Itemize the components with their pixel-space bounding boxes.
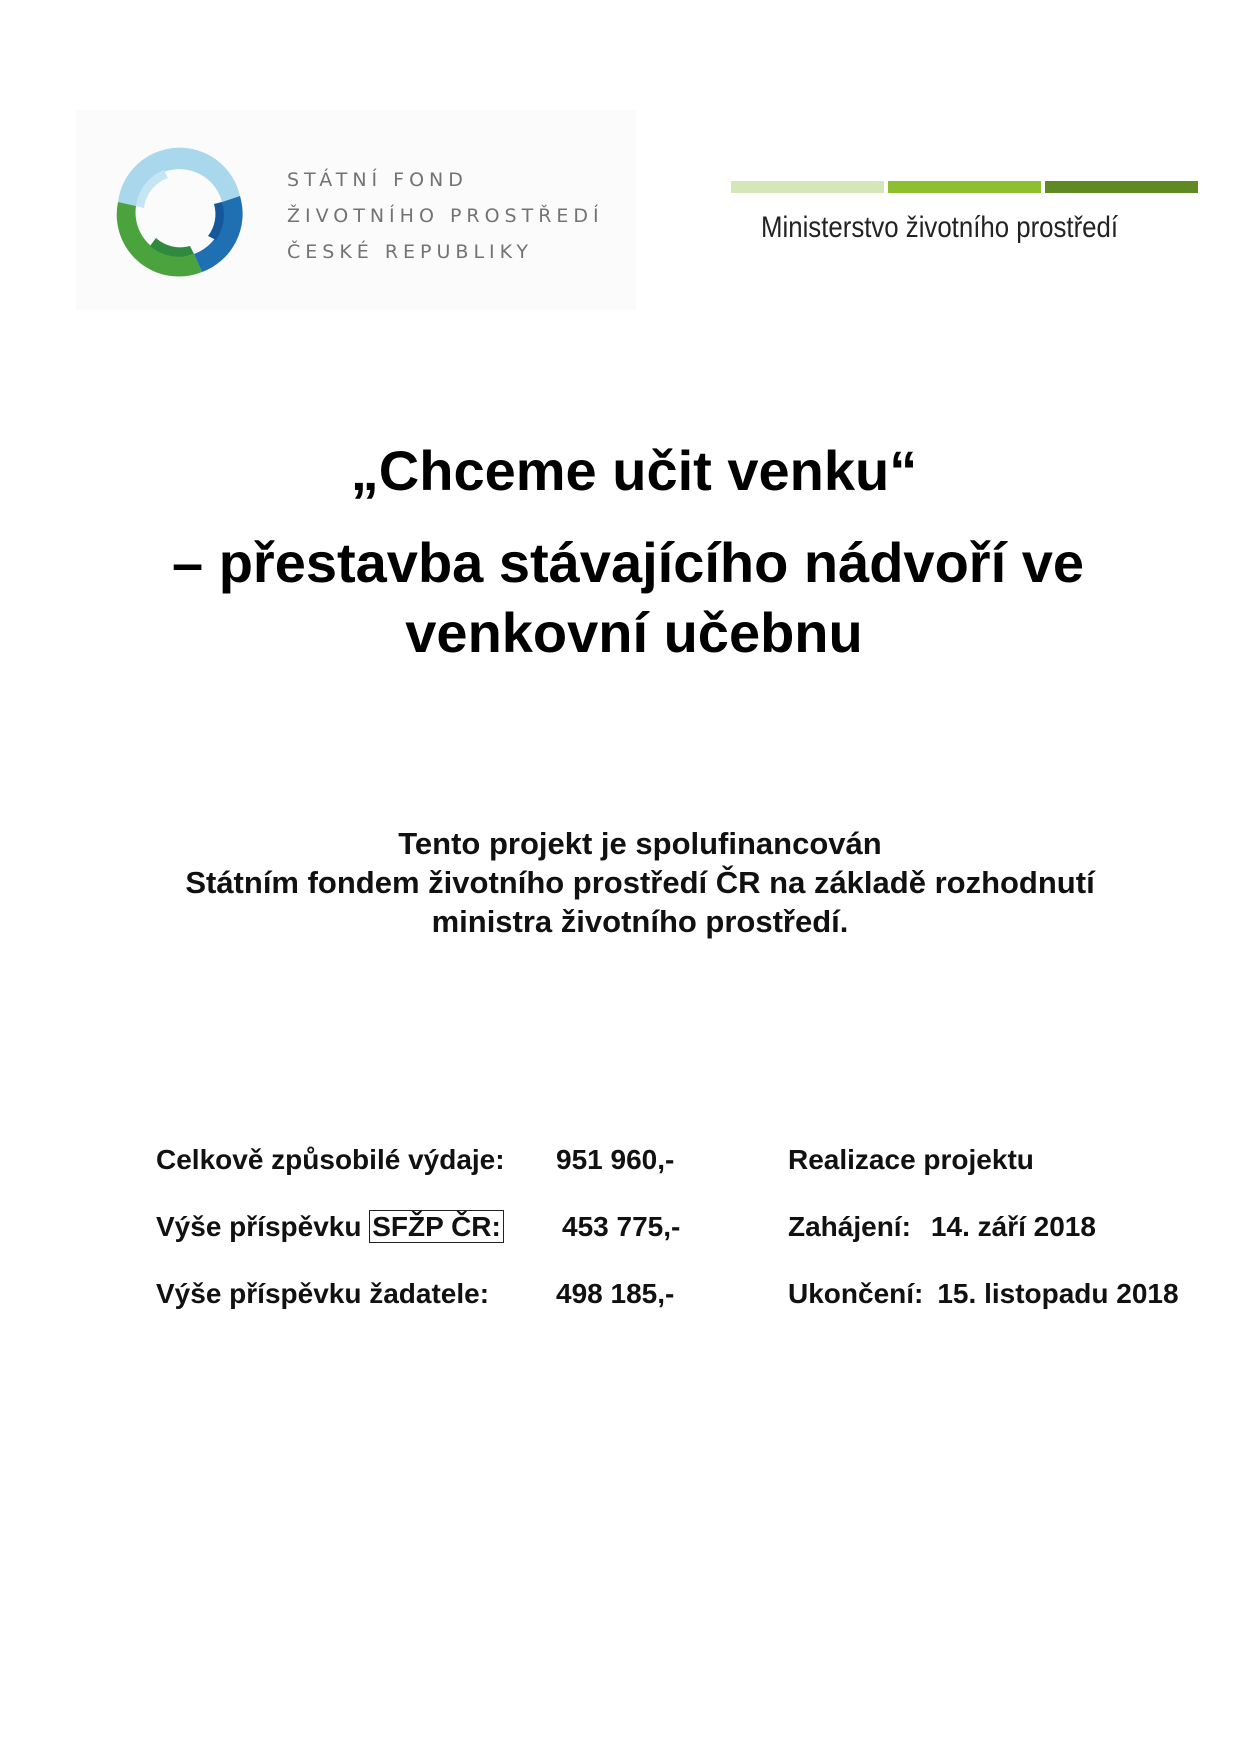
- funding-line-1: Tento projekt je spolufinancován: [398, 826, 882, 861]
- sfzp-logo: [76, 110, 636, 310]
- ministry-bar-light: [731, 181, 884, 193]
- ministry-bar-dark: [1045, 181, 1198, 193]
- sfzp-contribution-value: [556, 1211, 680, 1243]
- realization-end: [788, 1278, 1179, 1310]
- applicant-contribution-label: Výše příspěvku žadatele:: [156, 1278, 490, 1309]
- applicant-contribution-value: 498 185,-: [556, 1278, 675, 1309]
- sfzp-contribution-label-prefix: Výše příspěvku: [156, 1211, 370, 1242]
- end-label: Ukončení:: [788, 1278, 924, 1309]
- end-date: 15. listopadu 2018: [937, 1278, 1179, 1309]
- realization-start: [788, 1211, 1096, 1243]
- realization-heading: Realizace projektu: [788, 1144, 1034, 1175]
- start-label: Zahájení:: [788, 1211, 911, 1242]
- ministry-logo: [731, 181, 1198, 261]
- sfzp-contribution-label: [156, 1211, 504, 1243]
- funding-line-2: Státním fondem životního prostředí ČR na základě rozhodnutí: [185, 865, 1095, 900]
- sfzp-name-line-3: ČESKÉ REPUBLIKY: [287, 241, 534, 263]
- sfzp-circle-emblem-icon: [106, 140, 252, 286]
- ministry-bar-mid: [888, 181, 1041, 193]
- sfzp-name-line-2: ŽIVOTNÍHO PROSTŘEDÍ: [287, 205, 604, 227]
- funding-note: [140, 824, 1140, 941]
- title-line-3: venkovní učebnu: [405, 601, 863, 664]
- title-line-1: „Chceme učit venku“: [350, 439, 918, 502]
- ministry-name: Ministerstvo životního prostředí: [761, 211, 1119, 244]
- total-costs-label: Celkově způsobilé výdaje:: [156, 1144, 505, 1175]
- sfzp-contribution-label-boxed: SFŽP ČR:: [369, 1210, 504, 1243]
- sfzp-name: [287, 162, 604, 270]
- title-line-2: – přestavba stávajícího nádvoří ve: [172, 531, 1084, 594]
- start-date: 14. září 2018: [930, 1211, 1096, 1242]
- funding-line-3: ministra životního prostředí.: [431, 904, 849, 939]
- sfzp-name-line-1: STÁTNÍ FOND: [287, 169, 468, 191]
- ministry-color-bars: [731, 181, 1198, 193]
- sfzp-contribution-amount: 453 775,-: [562, 1211, 681, 1242]
- total-costs-value: 951 960,-: [556, 1144, 675, 1175]
